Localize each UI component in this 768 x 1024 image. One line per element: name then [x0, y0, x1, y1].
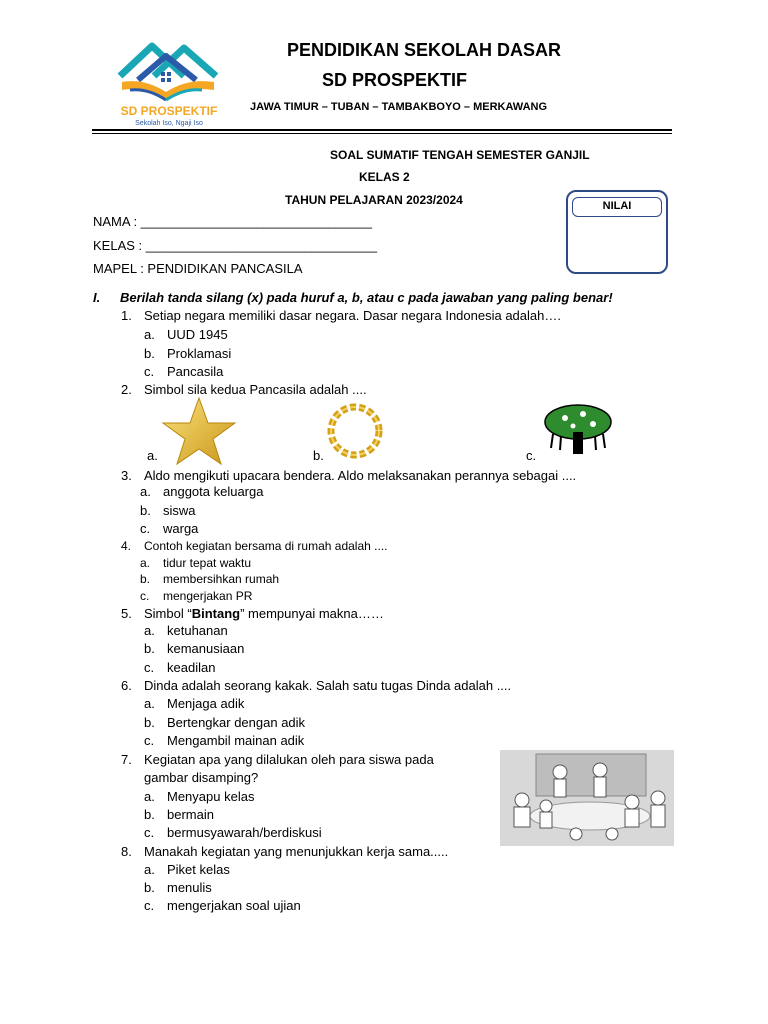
- option-text: bermusyawarah/berdiskusi: [167, 825, 322, 840]
- option-text: Menyapu kelas: [167, 789, 255, 804]
- option-letter[interactable]: a.: [144, 789, 155, 804]
- option-letter[interactable]: a.: [140, 556, 151, 570]
- option-letter[interactable]: a.: [140, 484, 151, 499]
- option-letter[interactable]: c.: [144, 364, 155, 379]
- option-letter[interactable]: a.: [147, 448, 158, 463]
- exam-grade: KELAS 2: [359, 170, 410, 184]
- question-text: Contoh kegiatan bersama di rumah adalah ....: [144, 539, 388, 553]
- option-letter[interactable]: c.: [144, 898, 155, 913]
- star-icon: [160, 396, 238, 466]
- option-letter[interactable]: a.: [144, 696, 155, 711]
- school-address: JAWA TIMUR – TUBAN – TAMBAKBOYO – MERKAWANG: [250, 101, 548, 113]
- option-text: siswa: [163, 503, 196, 518]
- question-text-line1: Kegiatan apa yang dilalukan oleh para siswa pada: [144, 752, 434, 767]
- option-letter[interactable]: a.: [144, 862, 155, 877]
- option-text: mengerjakan soal ujian: [167, 898, 301, 913]
- option-letter[interactable]: b.: [140, 572, 151, 586]
- question-text: Manakah kegiatan yang menunjukkan kerja sama.....: [144, 844, 449, 859]
- option-text: mengerjakan PR: [163, 589, 253, 603]
- option-text: warga: [163, 521, 199, 536]
- question-number: 5.: [121, 606, 132, 621]
- question-text: Aldo mengikuti upacara bendera. Aldo melaksanakan perannya sebagai ....: [144, 468, 577, 483]
- banyan-tree-icon: [543, 404, 613, 456]
- option-letter[interactable]: c.: [144, 733, 155, 748]
- chain-icon: [326, 400, 384, 462]
- option-letter[interactable]: c.: [140, 521, 151, 536]
- section-instruction: Berilah tanda silang (x) pada huruf a, b, atau c pada jawaban yang paling benar!: [120, 290, 613, 305]
- option-letter[interactable]: c.: [140, 589, 150, 603]
- option-text: Bertengkar dengan adik: [167, 715, 306, 730]
- question-number: 1.: [121, 308, 132, 323]
- school-logo: [110, 38, 228, 138]
- option-letter[interactable]: b.: [144, 641, 155, 656]
- question-text-line2: gambar disamping?: [144, 770, 259, 785]
- question-text: Simbol “Bintang” mempunyai makna……: [144, 606, 384, 621]
- logo-school-name: SD PROSPEKTIF: [120, 104, 218, 118]
- option-text: UUD 1945: [167, 327, 228, 342]
- option-letter[interactable]: b.: [144, 715, 155, 730]
- option-text: anggota keluarga: [163, 484, 264, 499]
- question-number: 4.: [121, 539, 132, 553]
- option-letter[interactable]: b.: [140, 503, 151, 518]
- option-letter[interactable]: c.: [526, 448, 537, 463]
- option-text: keadilan: [167, 660, 216, 675]
- question-number: 3.: [121, 468, 132, 483]
- question-number: 6.: [121, 678, 132, 693]
- option-text: Pancasila: [167, 364, 224, 379]
- option-text: tidur tepat waktu: [163, 556, 252, 570]
- header-rule-thin: [92, 133, 672, 134]
- option-letter[interactable]: b.: [144, 880, 155, 895]
- question-text: Simbol sila kedua Pancasila adalah ....: [144, 382, 367, 397]
- score-box-label: NILAI: [572, 197, 662, 217]
- option-letter[interactable]: b.: [313, 448, 324, 463]
- section-numeral: I.: [93, 290, 101, 305]
- score-box[interactable]: [566, 190, 668, 274]
- classroom-discussion-illustration: [500, 750, 674, 846]
- school-name-title: SD PROSPEKTIF: [322, 70, 468, 90]
- option-text: Proklamasi: [167, 346, 232, 361]
- exam-title: SOAL SUMATIF TENGAH SEMESTER GANJIL: [330, 148, 590, 162]
- question-text: Setiap negara memiliki dasar negara. Dasar negara Indonesia adalah….: [144, 308, 561, 323]
- option-text: ketuhanan: [167, 623, 228, 638]
- option-text: membersihkan rumah: [163, 572, 280, 586]
- option-text: bermain: [167, 807, 214, 822]
- header-rule-thick: [92, 129, 672, 131]
- option-text: Mengambil mainan adik: [167, 733, 305, 748]
- option-letter[interactable]: c.: [144, 825, 155, 840]
- subject-line: MAPEL : PENDIDIKAN PANCASILA: [93, 261, 303, 276]
- class-field[interactable]: KELAS : ________________________________: [93, 238, 378, 253]
- exam-year: TAHUN PELAJARAN 2023/2024: [285, 193, 463, 207]
- logo-tagline: Sekolah Iso, Ngaji Iso: [135, 120, 203, 127]
- option-letter[interactable]: a.: [144, 623, 155, 638]
- option-letter[interactable]: a.: [144, 327, 155, 342]
- option-text: menulis: [167, 880, 212, 895]
- question-number: 8.: [121, 844, 132, 859]
- school-level-title: PENDIDIKAN SEKOLAH DASAR: [287, 40, 562, 60]
- option-letter[interactable]: c.: [144, 660, 155, 675]
- option-text: Menjaga adik: [167, 696, 245, 711]
- question-number: 7.: [121, 752, 132, 767]
- option-letter[interactable]: b.: [144, 807, 155, 822]
- option-text: kemanusiaan: [167, 641, 245, 656]
- option-letter[interactable]: b.: [144, 346, 155, 361]
- question-number: 2.: [121, 382, 132, 397]
- option-text: Piket kelas: [167, 862, 230, 877]
- question-text: Dinda adalah seorang kakak. Salah satu tugas Dinda adalah ....: [144, 678, 512, 693]
- name-field[interactable]: NAMA : ________________________________: [93, 214, 373, 229]
